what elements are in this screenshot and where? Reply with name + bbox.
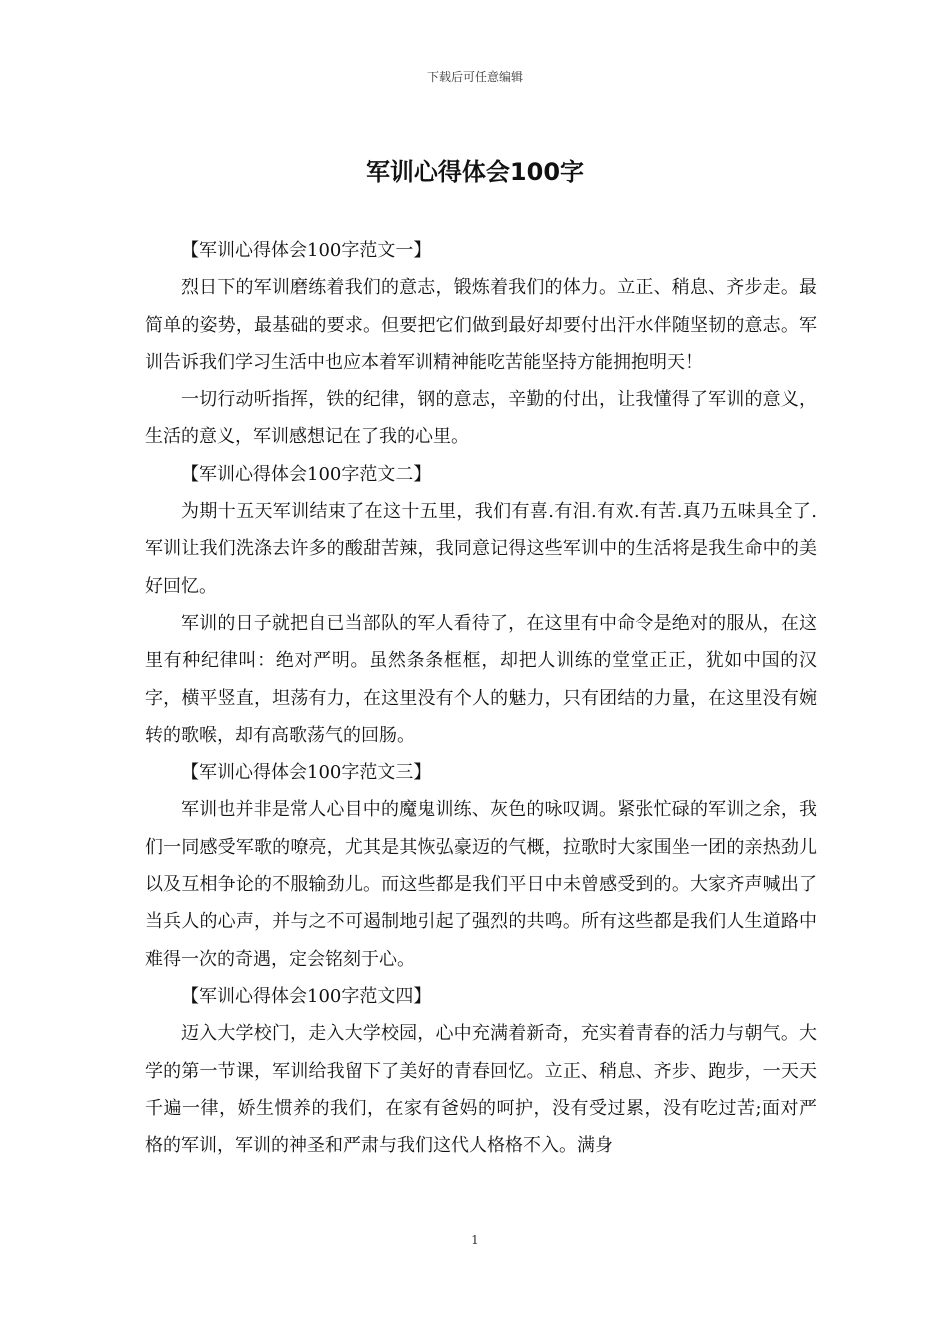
paragraph: 军训的日子就把自已当部队的军人看待了，在这里有中命令是绝对的服从，在这里有种纪律叫：绝对严明。虽然条条框框，却把人训练的堂堂正正，犹如中国的汉字，横平竖直，坦荡有力，在这里没有个人的魅力，只有团结的力量，在这里没有婉转的歌喉，却有高歌荡气的回肠。 bbox=[145, 612, 817, 746]
section-heading-4: 【军训心得体会100字范文四】 bbox=[181, 985, 432, 1007]
paragraph: 为期十五天军训结束了在这十五里，我们有喜.有泪.有欢.有苦.真乃五味具全了.军训让我们洗涤去许多的酸甜苦辣，我同意记得这些军训中的生活将是我生命中的美好回忆。 bbox=[145, 501, 817, 597]
page-number: 1 bbox=[471, 1233, 479, 1247]
paragraph: 迈入大学校门，走入大学校园，心中充满着新奇，充实着青春的活力与朝气。大学的第一节课，军训给我留下了美好的青春回忆。立正、稍息、齐步、跑步，一天天千遍一律，娇生惯养的我们，在家有爸妈的呵护，没有受过累，没有吃过苦;面对严格的军训，军训的神圣和严肃与我们这代人格格不入。满身 bbox=[145, 1023, 817, 1157]
section-heading-1: 【军训心得体会100字范文一】 bbox=[181, 240, 432, 261]
paragraph: 军训也并非是常人心目中的魔鬼训练、灰色的咏叹调。紧张忙碌的军训之余，我们一同感受军歌的嘹亮，尤其是其恢弘豪迈的气概，拉歌时大家围坐一团的亲热劲儿以及互相争论的不服输劲儿。而这些都是我们平日中未曾感受到的。大家齐声喊出了当兵人的心声，并与之不可遏制地引起了强烈的共鸣。所有这些都是我们人生道路中难得一次的奇遇，定会铭刻于心。 bbox=[145, 799, 817, 970]
section-heading-3: 【军训心得体会100字范文三】 bbox=[181, 762, 432, 784]
header-note: 下载后可任意编辑 bbox=[426, 70, 523, 84]
paragraph: 一切行动听指挥，铁的纪律，钢的意志，辛勤的付出，让我懂得了军训的意义，生活的意义，军训感想记在了我的心里。 bbox=[145, 389, 817, 448]
section-heading-2: 【军训心得体会100字范文二】 bbox=[181, 463, 432, 485]
paragraph: 烈日下的军训磨练着我们的意志，锻炼着我们的体力。立正、稍息、齐步走。最简单的姿势，最基础的要求。但要把它们做到最好却要付出汗水伴随坚韧的意志。军训告诉我们学习生活中也应本着军训精神能吃苦能坚持方能拥抱明天！ bbox=[145, 277, 817, 373]
document-body bbox=[145, 232, 817, 1164]
document-title: 军训心得体会100字 bbox=[365, 158, 585, 186]
